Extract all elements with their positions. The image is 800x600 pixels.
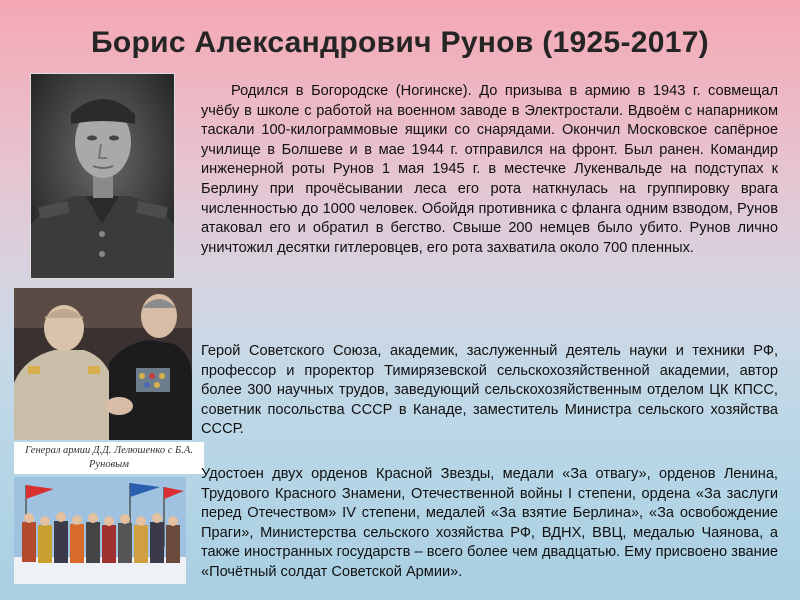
generals-photo [14,288,192,440]
biography-paragraph: Родился в Богородске (Ногинске). До призыва в армию в 1943 г. совмещал учёбу в школе с работой на военном заводе в Электростали. Вдвоём с напарником таскали 100-килограммовые ящики со снарядами. Окончил Московское сапёрное училище в Болшеве и в мае 1944 г. отправился на фронт. Был ранен. Командир инженерной роты Рунов 1 мая 1945 г. в местечке Лукенвальде на подступах к Берлину при прочёсывании леса его рота наткнулась на группировку врага численностью до 1000 человек. Обойдя противника с фланга одним взводом, Рунов атаковал его и обратил в бегство. Свыше 200 немцев было убито. Рунов лично уничтожил десятки гитлеровцев, его рота захватила около 700 пленных. [201,83,778,256]
awards-paragraph: Удостоен двух орденов Красной Звезды, медали «За отвагу», орденов Ленина, Трудового Красного Знамени, Отечественной войны I степени, ордена «За заслуги перед Отечеством» IV степени, медалей «За взятие Берлина», «За освобождение Праги», Министерства сельского хозяйства РФ, ВДНХ, ВВЦ, медалью Чаянова, а также иностранных государств – всего более чем двадцатью. Ему присвоено звание «Почётный солдат Советской Армии». [201,466,778,580]
generals-photo-caption: Генерал армии Д.Д. Лелюшенко с Б.А. Руновым [14,442,204,474]
titles-paragraph: Герой Советского Союза, академик, заслуженный деятель науки и техники РФ, профессор и проректор Тимирязевской сельскохозяйственной академии, автор более 300 научных трудов, заведующий сельскохозяйственным отделом ЦК КПСС, советник посольства СССР в Канаде, заместитель Министра сельского хозяйства СССР. [201,343,778,438]
slide-title: Борис Александрович Рунов (1925-2017) [91,26,709,59]
portrait-photo [30,73,175,279]
group-photo [14,477,186,584]
